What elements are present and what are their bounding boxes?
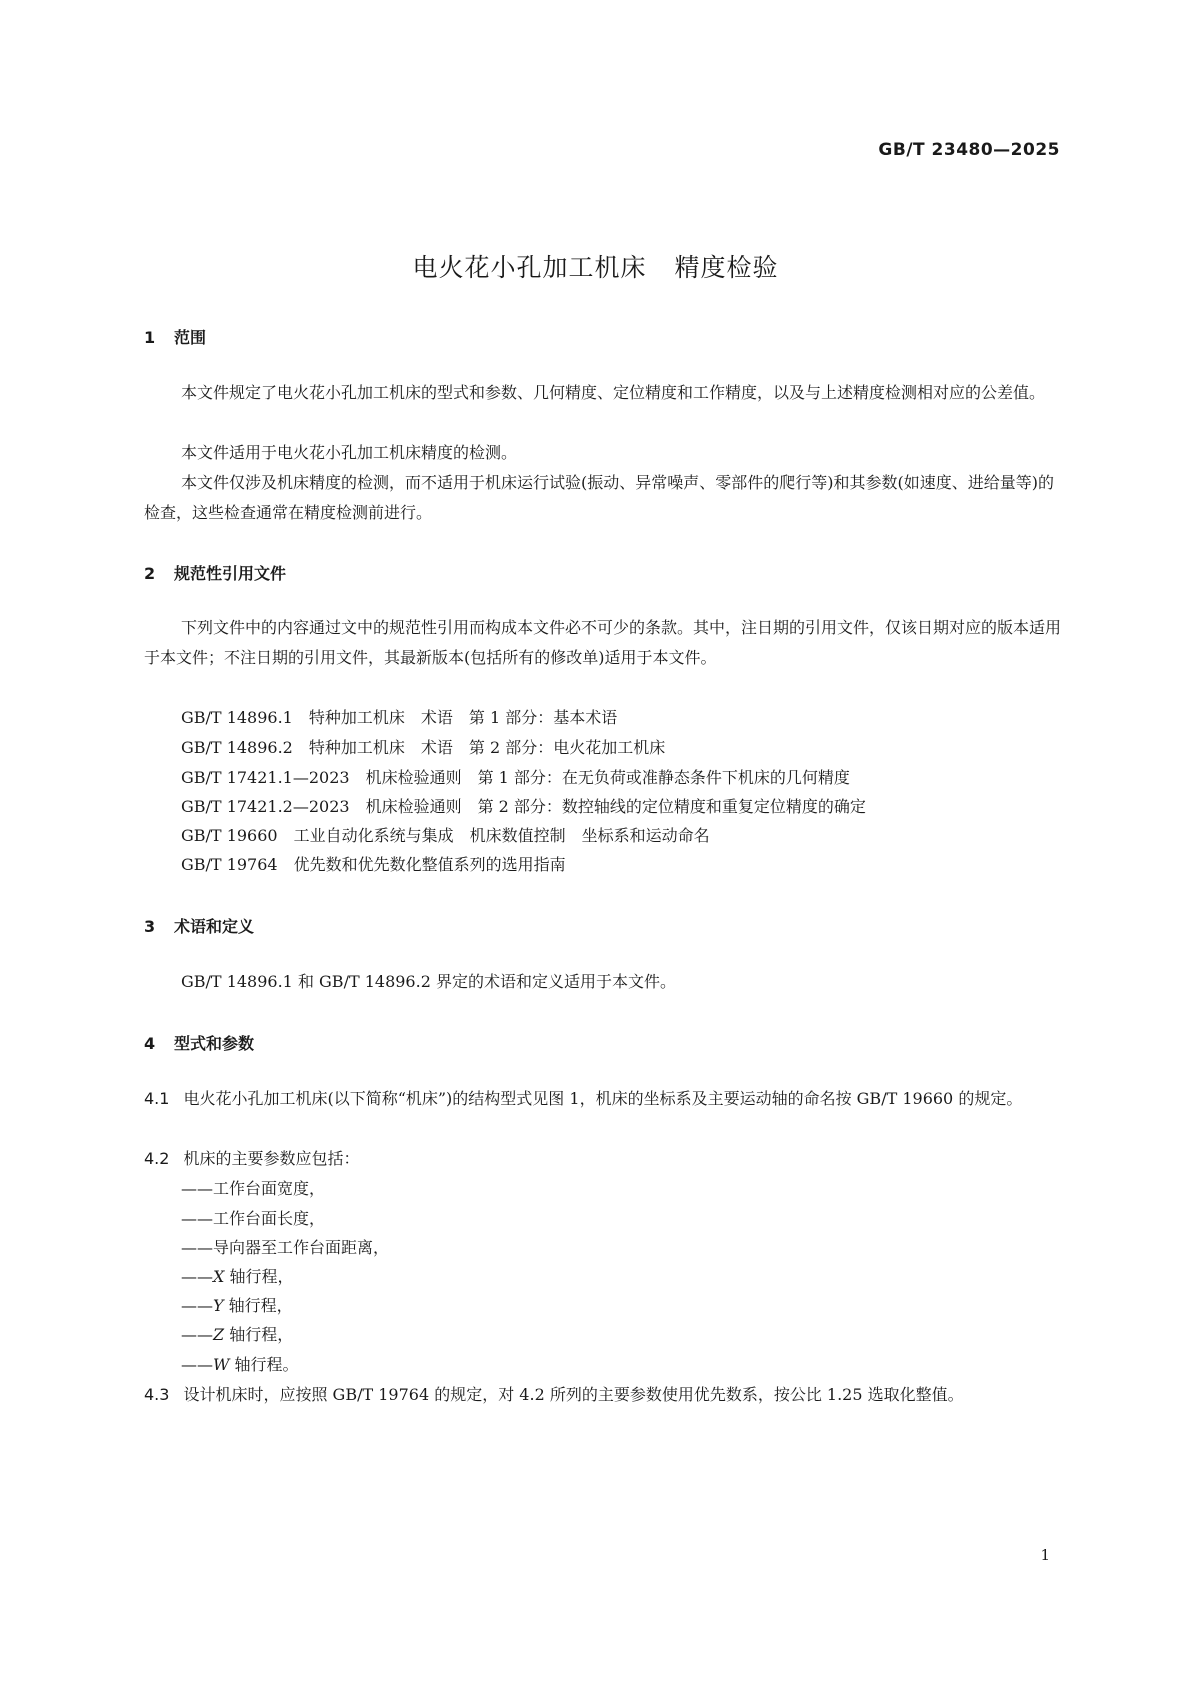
scope-paragraph-3: 本文件仅涉及机床精度的检测，而不适用于机床运行试验(振动、异常噪声、零部件的爬行等)和其参数(如速度、进给量等)的检查，这些检查通常在精度检测前进行。 <box>144 473 1054 522</box>
reference-item: GB/T 19764 优先数和优先数化整值系列的选用指南 <box>181 855 566 874</box>
parameter-item <box>181 1233 389 1263</box>
parameter-text: 轴行程。 <box>229 1355 299 1374</box>
clause-text: 电火花小孔加工机床(以下简称“机床”)的结构型式见图 1，机床的坐标系及主要运动轴的命名按 GB/T 19660 的规定。 <box>183 1089 1023 1108</box>
section-number: 2 <box>144 564 156 583</box>
section-3-heading <box>144 914 254 937</box>
parameter-text: 轴行程， <box>224 1325 294 1344</box>
parameter-text: 工作台面长度， <box>213 1209 326 1228</box>
parameter-item <box>181 1204 325 1234</box>
dash: —— <box>181 1179 213 1198</box>
axis-name: Y <box>213 1296 224 1315</box>
clause-4-2 <box>144 1144 1063 1174</box>
terms-paragraph: GB/T 14896.1 和 GB/T 14896.2 界定的术语和定义适用于本文件。 <box>181 972 676 991</box>
section-1-heading <box>144 325 206 348</box>
parameter-item <box>181 1262 293 1292</box>
section-number: 1 <box>144 328 156 347</box>
reference-item: GB/T 19660 工业自动化系统与集成 机床数值控制 坐标系和运动命名 <box>181 826 710 845</box>
axis-name: X <box>213 1267 225 1286</box>
parameter-item <box>181 1174 325 1204</box>
section-2-heading <box>144 561 286 584</box>
reference-item: GB/T 14896.1 特种加工机床 术语 第 1 部分：基本术语 <box>181 708 618 727</box>
page-number: 1 <box>1040 1546 1050 1564</box>
reference-item: GB/T 17421.1—2023 机床检验通则 第 1 部分：在无负荷或准静态条件下机床的几何精度 <box>181 768 850 787</box>
section-title: 规范性引用文件 <box>174 564 287 583</box>
reference-item: GB/T 14896.2 特种加工机床 术语 第 2 部分：电火花加工机床 <box>181 738 666 757</box>
title-part-2: 精度检验 <box>674 253 779 282</box>
parameter-text: 轴行程， <box>224 1267 294 1286</box>
scope-paragraph-1: 本文件规定了电火花小孔加工机床的型式和参数、几何精度、定位精度和工作精度，以及与上述精度检测相对应的公差值。 <box>181 383 1046 402</box>
dash: —— <box>181 1238 213 1257</box>
clause-number: 4.2 <box>144 1149 170 1168</box>
section-number: 3 <box>144 917 156 936</box>
dash: —— <box>181 1296 213 1315</box>
normative-intro: 下列文件中的内容通过文中的规范性引用而构成本文件必不可少的条款。其中，注日期的引用文件，仅该日期对应的版本适用于本文件；不注日期的引用文件，其最新版本(包括所有的修改单)适用于本文件。 <box>144 618 1062 667</box>
clause-text: 机床的主要参数应包括： <box>183 1149 360 1168</box>
dash: —— <box>181 1355 213 1374</box>
dash: —— <box>181 1325 213 1344</box>
parameter-item <box>181 1350 299 1380</box>
section-title: 范围 <box>174 328 207 347</box>
section-number: 4 <box>144 1034 156 1053</box>
parameter-item <box>181 1320 293 1350</box>
axis-name: W <box>213 1355 230 1374</box>
scope-paragraph-2: 本文件适用于电火花小孔加工机床精度的检测。 <box>181 443 518 462</box>
parameter-text: 工作台面宽度， <box>213 1179 326 1198</box>
clause-number: 4.1 <box>144 1089 170 1108</box>
parameter-text: 轴行程， <box>223 1296 293 1315</box>
axis-name: Z <box>213 1325 225 1344</box>
section-title: 术语和定义 <box>174 917 255 936</box>
clause-4-3 <box>144 1380 1063 1410</box>
title-part-1: 电火花小孔加工机床 <box>412 253 647 282</box>
clause-4-1 <box>144 1084 1063 1114</box>
clause-number: 4.3 <box>144 1385 170 1404</box>
reference-item: GB/T 17421.2—2023 机床检验通则 第 2 部分：数控轴线的定位精度和重复定位精度的确定 <box>181 797 866 816</box>
dash: —— <box>181 1267 213 1286</box>
dash: —— <box>181 1209 213 1228</box>
section-4-heading <box>144 1031 254 1054</box>
document-title <box>0 248 1191 284</box>
standard-code: GB/T 23480—2025 <box>878 140 1060 160</box>
parameter-item <box>181 1291 293 1321</box>
section-title: 型式和参数 <box>174 1034 255 1053</box>
parameter-text: 导向器至工作台面距离， <box>213 1238 390 1257</box>
clause-text: 设计机床时，应按照 GB/T 19764 的规定，对 4.2 所列的主要参数使用优先数系，按公比 1.25 选取化整值。 <box>183 1385 964 1404</box>
